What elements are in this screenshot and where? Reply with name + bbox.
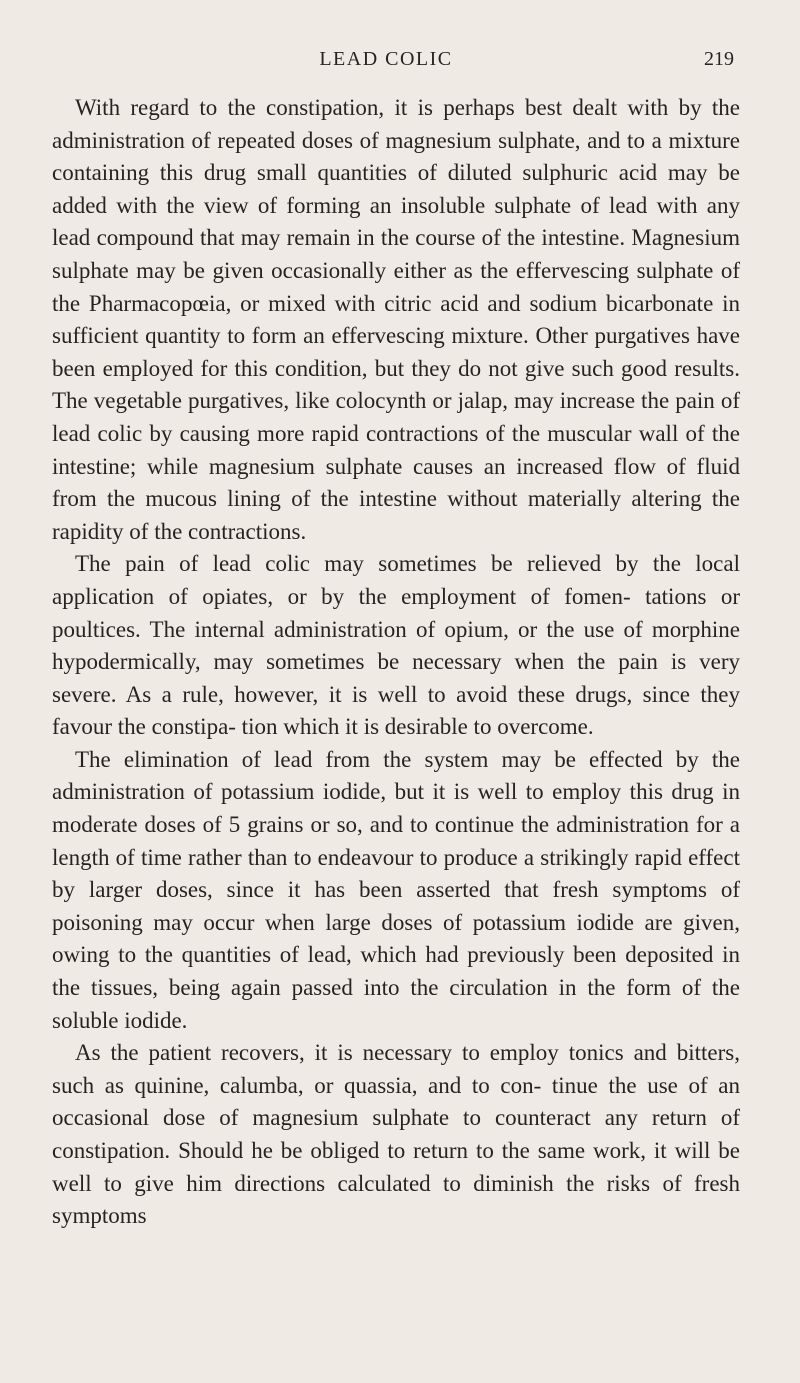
page-number: 219 [704,48,734,70]
body-text [52,92,740,1233]
paragraph-pain-relief: The pain of lead colic may sometimes be relieved by the local application of opiates, or by the employment of fomen- tations or poultices. The internal administration of opium, or the use of morphine hypodermically, may sometimes be necessary when the pain is very severe. As a rule, however, it is well to avoid these drugs, since they favour the constipa- tion which it is desirable to overcome. [52,551,740,740]
paragraph-lead-elimination: The elimination of lead from the system may be effected by the administration of potassium iodide, but it is well to employ this drug in moderate doses of 5 grains or so, and to continue the administration for a length of time rather than to endeavour to produce a strikingly rapid effect by larger doses, since it has been asserted that fresh symptoms of poisoning may occur when large doses of potassium iodide are given, owing to the quantities of lead, which had previously been deposited in the tissues, being again passed into the circulation in the form of the soluble iodide. [52,746,740,1033]
running-title: LEAD COLIC [319,48,453,70]
book-page [0,48,800,1383]
paragraph-constipation-treatment: With regard to the constipation, it is perhaps best dealt with by the administration of repeated doses of magnesium sulphate, and to a mixture containing this drug small quantities of diluted sulphuric acid may be added with the view of forming an insoluble sulphate of lead with any lead compound that may remain in the course of the intestine. Magnesium sulphate may be given occasionally either as the effervescing sulphate of the Pharmacopœia, or mixed with citric acid and sodium bicarbonate in sufficient quantity to form an effervescing mixture. Other purgatives have been employed for this condition, but they do not give such good results. The vegetable purgatives, like colocynth or jalap, may increase the pain of lead colic by causing more rapid contractions of the muscular wall of the intestine; while magnesium sulphate causes an increased flow of fluid from the mucous lining of the intestine without materially altering the rapidity of the contractions. [52,95,740,544]
running-head [52,48,734,92]
paragraph-recovery: As the patient recovers, it is necessary to employ tonics and bitters, such as quinine, calumba, or quassia, and to con- tinue the use of an occasional dose of magnesium sulphate to counteract any return of constipation. Should he be obliged to return to the same work, it will be well to give him directions calculated to diminish the risks of fresh symptoms [52,1040,740,1229]
